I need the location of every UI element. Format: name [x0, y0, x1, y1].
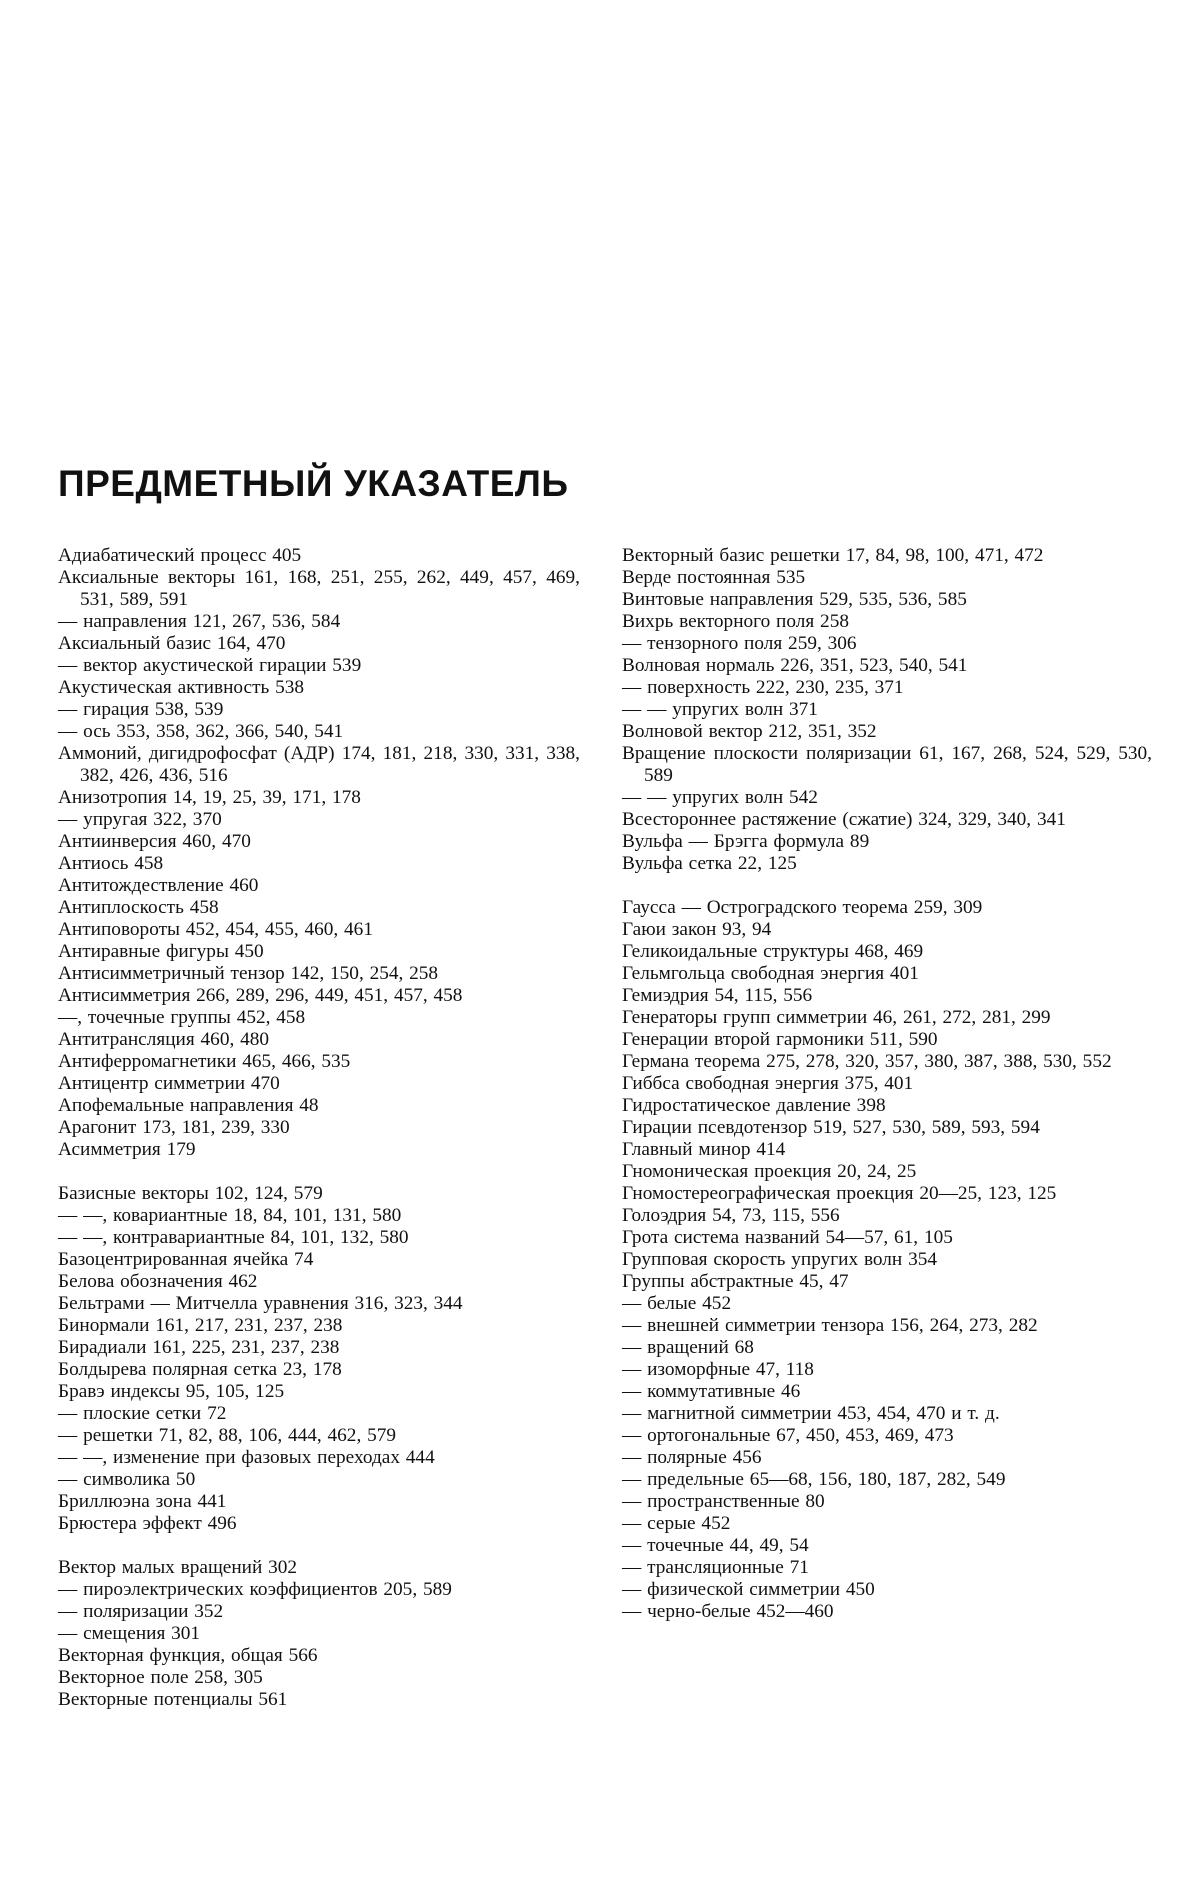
index-entry: Гемиэдрия 54, 115, 556: [622, 985, 813, 1006]
index-entry: — магнитной симметрии 453, 454, 470 и т. д.: [622, 1403, 1000, 1424]
index-entry: — поверхность 222, 230, 235, 371: [622, 677, 904, 698]
index-entry: — гирация 538, 539: [58, 699, 224, 720]
index-entry: Всестороннее растяжение (сжатие) 324, 329, 340, 341: [622, 809, 1066, 830]
index-entry: — ось 353, 358, 362, 366, 540, 541: [58, 721, 344, 742]
index-entry: — предельные 65—68, 156, 180, 187, 282, 549: [622, 1469, 1006, 1490]
index-entry: Бинормали 161, 217, 231, 237, 238: [58, 1315, 343, 1336]
index-entry: Винтовые направления 529, 535, 536, 585: [622, 589, 967, 610]
index-entry: — серые 452: [622, 1513, 731, 1534]
index-entry: Векторные потенциалы 561: [58, 1689, 288, 1710]
index-column-left: [58, 545, 580, 1711]
index-entry: Гаусса — Остроградского теорема 259, 309: [622, 897, 983, 918]
index-entry: Гирации псевдотензор 519, 527, 530, 589, 593, 594: [622, 1117, 1040, 1138]
index-entry: Грота система названий 54—57, 61, 105: [622, 1227, 953, 1248]
index-entry: Антиферромагнетики 465, 466, 535: [58, 1051, 351, 1072]
index-entry: Антисимметрия 266, 289, 296, 449, 451, 457, 458: [58, 985, 463, 1006]
index-entry: Адиабатический процесс 405: [58, 545, 302, 566]
index-entry: Антиповороты 452, 454, 455, 460, 461: [58, 919, 373, 940]
index-entry: — —, ковариантные 18, 84, 101, 131, 580: [58, 1205, 402, 1226]
index-entry: — — упругих волн 371: [622, 699, 818, 720]
index-entry: Бравэ индексы 95, 105, 125: [58, 1381, 285, 1402]
index-entry: Вульфа сетка 22, 125: [622, 853, 797, 874]
letter-group-gap: [58, 1161, 580, 1183]
index-entry: — пироэлектрических коэффициентов 205, 589: [58, 1579, 452, 1600]
index-entry: Векторное поле 258, 305: [58, 1667, 263, 1688]
index-entry: —, точечные группы 452, 458: [58, 1007, 306, 1028]
index-entry: — вращений 68: [622, 1337, 754, 1358]
index-entry: Верде постоянная 535: [622, 567, 806, 588]
index-entry: Генерации второй гармоники 511, 590: [622, 1029, 938, 1050]
index-entry: Антисимметричный тензор 142, 150, 254, 258: [58, 963, 439, 984]
index-entry: — внешней симметрии тензора 156, 264, 273, 282: [622, 1315, 1038, 1336]
index-entry: Вектор малых вращений 302: [58, 1557, 298, 1578]
index-entry: — — упругих волн 542: [622, 787, 818, 808]
index-entry: — трансляционные 71: [622, 1557, 809, 1578]
index-entry: Акустическая активность 538: [58, 677, 305, 698]
index-entry: — символика 50: [58, 1469, 196, 1490]
index-entry: Волновой вектор 212, 351, 352: [622, 721, 877, 742]
index-column-right: [622, 545, 1152, 1623]
index-entry: Аксиальные векторы 161, 168, 251, 255, 262, 449, 457, 469, 531, 589, 591: [58, 567, 580, 610]
index-entry: — упругая 322, 370: [58, 809, 222, 830]
index-entry: Аксиальный базис 164, 470: [58, 633, 286, 654]
index-entry: — —, контравариантные 84, 101, 132, 580: [58, 1227, 409, 1248]
index-entry: Векторный базис решетки 17, 84, 98, 100, 471, 472: [622, 545, 1044, 566]
index-entry: Анизотропия 14, 19, 25, 39, 171, 178: [58, 787, 361, 808]
index-entry: — поляризации 352: [58, 1601, 224, 1622]
index-entry: — коммутативные 46: [622, 1381, 801, 1402]
index-entry: Антиинверсия 460, 470: [58, 831, 251, 852]
index-entry: Базисные векторы 102, 124, 579: [58, 1183, 323, 1204]
index-entry: Болдырева полярная сетка 23, 178: [58, 1359, 342, 1380]
index-entry: Волновая нормаль 226, 351, 523, 540, 541: [622, 655, 968, 676]
index-entry: Антиплоскость 458: [58, 897, 219, 918]
index-entry: Гномостереографическая проекция 20—25, 123, 125: [622, 1183, 1057, 1204]
letter-group-gap: [622, 875, 1152, 897]
index-entry: Голоэдрия 54, 73, 115, 556: [622, 1205, 840, 1226]
index-entry: — черно-белые 452—460: [622, 1601, 834, 1622]
page-title: ПРЕДМЕТНЫЙ УКАЗАТЕЛЬ: [58, 463, 569, 504]
index-entry: Бирадиали 161, 225, 231, 237, 238: [58, 1337, 340, 1358]
index-entry: — пространственные 80: [622, 1491, 825, 1512]
index-entry: Гельмгольца свободная энергия 401: [622, 963, 919, 984]
index-entry: Арагонит 173, 181, 239, 330: [58, 1117, 290, 1138]
index-entry: — ортогональные 67, 450, 453, 469, 473: [622, 1425, 954, 1446]
index-entry: Групповая скорость упругих волн 354: [622, 1249, 937, 1270]
index-entry: Гидростатическое давление 398: [622, 1095, 886, 1116]
letter-group-gap: [58, 1535, 580, 1557]
index-entry: — направления 121, 267, 536, 584: [58, 611, 341, 632]
index-entry: — белые 452: [622, 1293, 732, 1314]
index-entry: Бриллюэна зона 441: [58, 1491, 227, 1512]
index-entry: — решетки 71, 82, 88, 106, 444, 462, 579: [58, 1425, 397, 1446]
index-entry: Вульфа — Брэгга формула 89: [622, 831, 870, 852]
index-entry: Апофемальные направления 48: [58, 1095, 319, 1116]
index-entry: Генераторы групп симметрии 46, 261, 272, 281, 299: [622, 1007, 1051, 1028]
index-entry: Бельтрами — Митчелла уравнения 316, 323, 344: [58, 1293, 463, 1314]
index-entry: Антицентр симметрии 470: [58, 1073, 280, 1094]
index-entry: Брюстера эффект 496: [58, 1513, 237, 1534]
index-entry: — физической симметрии 450: [622, 1579, 875, 1600]
index-entry: — плоские сетки 72: [58, 1403, 227, 1424]
index-entry: Аммоний, дигидрофосфат (АДР) 174, 181, 218, 330, 331, 338, 382, 426, 436, 516: [58, 743, 580, 786]
index-entry: Германа теорема 275, 278, 320, 357, 380, 387, 388, 530, 552: [622, 1051, 1112, 1072]
index-entry: Главный минор 414: [622, 1139, 786, 1160]
index-entry: Гиббса свободная энергия 375, 401: [622, 1073, 914, 1094]
index-entry: Гаюи закон 93, 94: [622, 919, 772, 940]
index-entry: Базоцентрированная ячейка 74: [58, 1249, 314, 1270]
index-entry: Вихрь векторного поля 258: [622, 611, 849, 632]
index-entry: Белова обозначения 462: [58, 1271, 258, 1292]
index-entry: Геликоидальные структуры 468, 469: [622, 941, 924, 962]
index-entry: — тензорного поля 259, 306: [622, 633, 857, 654]
index-entry: — смещения 301: [58, 1623, 201, 1644]
index-entry: — —, изменение при фазовых переходах 444: [58, 1447, 435, 1468]
index-entry: Антитрансляция 460, 480: [58, 1029, 270, 1050]
index-entry: Группы абстрактные 45, 47: [622, 1271, 849, 1292]
index-entry: Антиравные фигуры 450: [58, 941, 264, 962]
index-entry: Гномоническая проекция 20, 24, 25: [622, 1161, 917, 1182]
index-entry: — вектор акустической гирации 539: [58, 655, 362, 676]
index-entry: Вращение плоскости поляризации 61, 167, 268, 524, 529, 530, 589: [622, 743, 1152, 786]
index-entry: Векторная функция, общая 566: [58, 1645, 318, 1666]
index-entry: Антиось 458: [58, 853, 164, 874]
index-entry: — изоморфные 47, 118: [622, 1359, 814, 1380]
index-entry: Асимметрия 179: [58, 1139, 196, 1160]
index-entry: Антитождествление 460: [58, 875, 259, 896]
index-entry: — точечные 44, 49, 54: [622, 1535, 809, 1556]
index-entry: — полярные 456: [622, 1447, 762, 1468]
